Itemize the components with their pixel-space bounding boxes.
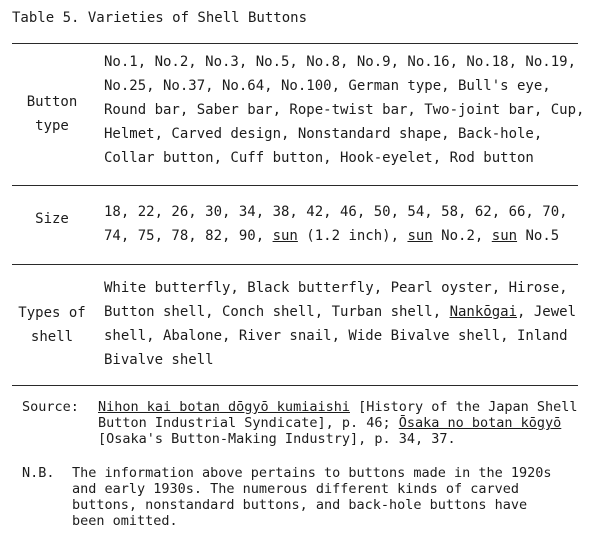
row-label-line: shell: [30, 329, 74, 345]
bottom-rule: [12, 385, 578, 386]
value-line: [104, 224, 584, 248]
row-values-button-type: [104, 50, 584, 170]
source-text-part: [History of the Japan Shell: [349, 399, 578, 415]
value-text: (1.2 inch),: [297, 228, 408, 244]
value-text-underlined: Nankōgai: [449, 304, 518, 320]
source-title-underlined: Ōsaka no botan kōgyō: [398, 415, 562, 431]
row-label-button-type: [12, 90, 92, 138]
value-line: Bivalve shell: [104, 352, 214, 368]
row-label-line: type: [35, 118, 69, 134]
value-line: 18, 22, 26, 30, 34, 38, 42, 46, 50, 54, 58, 62, 66, 70,: [104, 204, 568, 220]
value-line: Collar button, Cuff button, Hook-eyelet, Rod button: [104, 150, 534, 166]
top-rule: [12, 43, 578, 44]
value-line: Helmet, Carved design, Nonstandard shape, Back-hole,: [104, 126, 543, 142]
source-line: [98, 415, 578, 431]
rule-after-size: [12, 264, 578, 265]
value-text: No.2,: [432, 228, 492, 244]
row-label-line: Button: [26, 94, 78, 110]
value-line: Round bar, Saber bar, Rope-twist bar, Two-joint bar, Cup,: [104, 102, 585, 118]
value-text: No.5: [517, 228, 560, 244]
row-values-size: [104, 200, 584, 248]
source-text: [98, 399, 578, 447]
value-line: White butterfly, Black butterfly, Pearl oyster, Hirose,: [104, 280, 568, 296]
note-line: and early 1930s. The numerous different kinds of carved: [72, 481, 520, 497]
note-line: The information above pertains to buttons made in the 1920s: [72, 465, 552, 481]
value-line: [104, 300, 584, 324]
row-label-line: Types of: [18, 305, 86, 321]
value-text-underlined: sun: [272, 228, 298, 244]
source-line: [Osaka's Button-Making Industry], p. 34, 37.: [98, 431, 456, 447]
value-text-underlined: sun: [407, 228, 433, 244]
source-text-part: Button Industrial Syndicate], p. 46;: [98, 415, 399, 431]
value-text-underlined: sun: [491, 228, 518, 244]
row-values-types-of-shell: [104, 276, 584, 372]
note-line: been omitted.: [72, 513, 178, 529]
rule-after-button-type: [12, 185, 578, 186]
table-title: Table 5. Varieties of Shell Buttons: [12, 10, 308, 26]
value-text: , Jewel: [517, 304, 577, 320]
row-label-line: Size: [35, 211, 69, 227]
note-text: [72, 465, 552, 529]
value-line: No.25, No.37, No.64, No.100, German type, Bull's eye,: [104, 78, 551, 94]
source-title-underlined: Nihon kai botan dōgyō kumiaishi: [98, 399, 350, 415]
value-text: 74, 75, 78, 82, 90,: [104, 228, 273, 244]
value-line: No.1, No.2, No.3, No.5, No.8, No.9, No.16, No.18, No.19,: [104, 54, 577, 70]
source-label: Source:: [22, 399, 79, 415]
source-line: [98, 399, 578, 415]
value-line: shell, Abalone, River snail, Wide Bivalve shell, Inland: [104, 328, 568, 344]
row-label-size: [12, 207, 92, 231]
note-line: buttons, nonstandard buttons, and back-hole buttons have: [72, 497, 528, 513]
row-label-types-of-shell: [12, 301, 92, 349]
value-text: Button shell, Conch shell, Turban shell,: [104, 304, 450, 320]
note-label: N.B.: [22, 465, 55, 481]
